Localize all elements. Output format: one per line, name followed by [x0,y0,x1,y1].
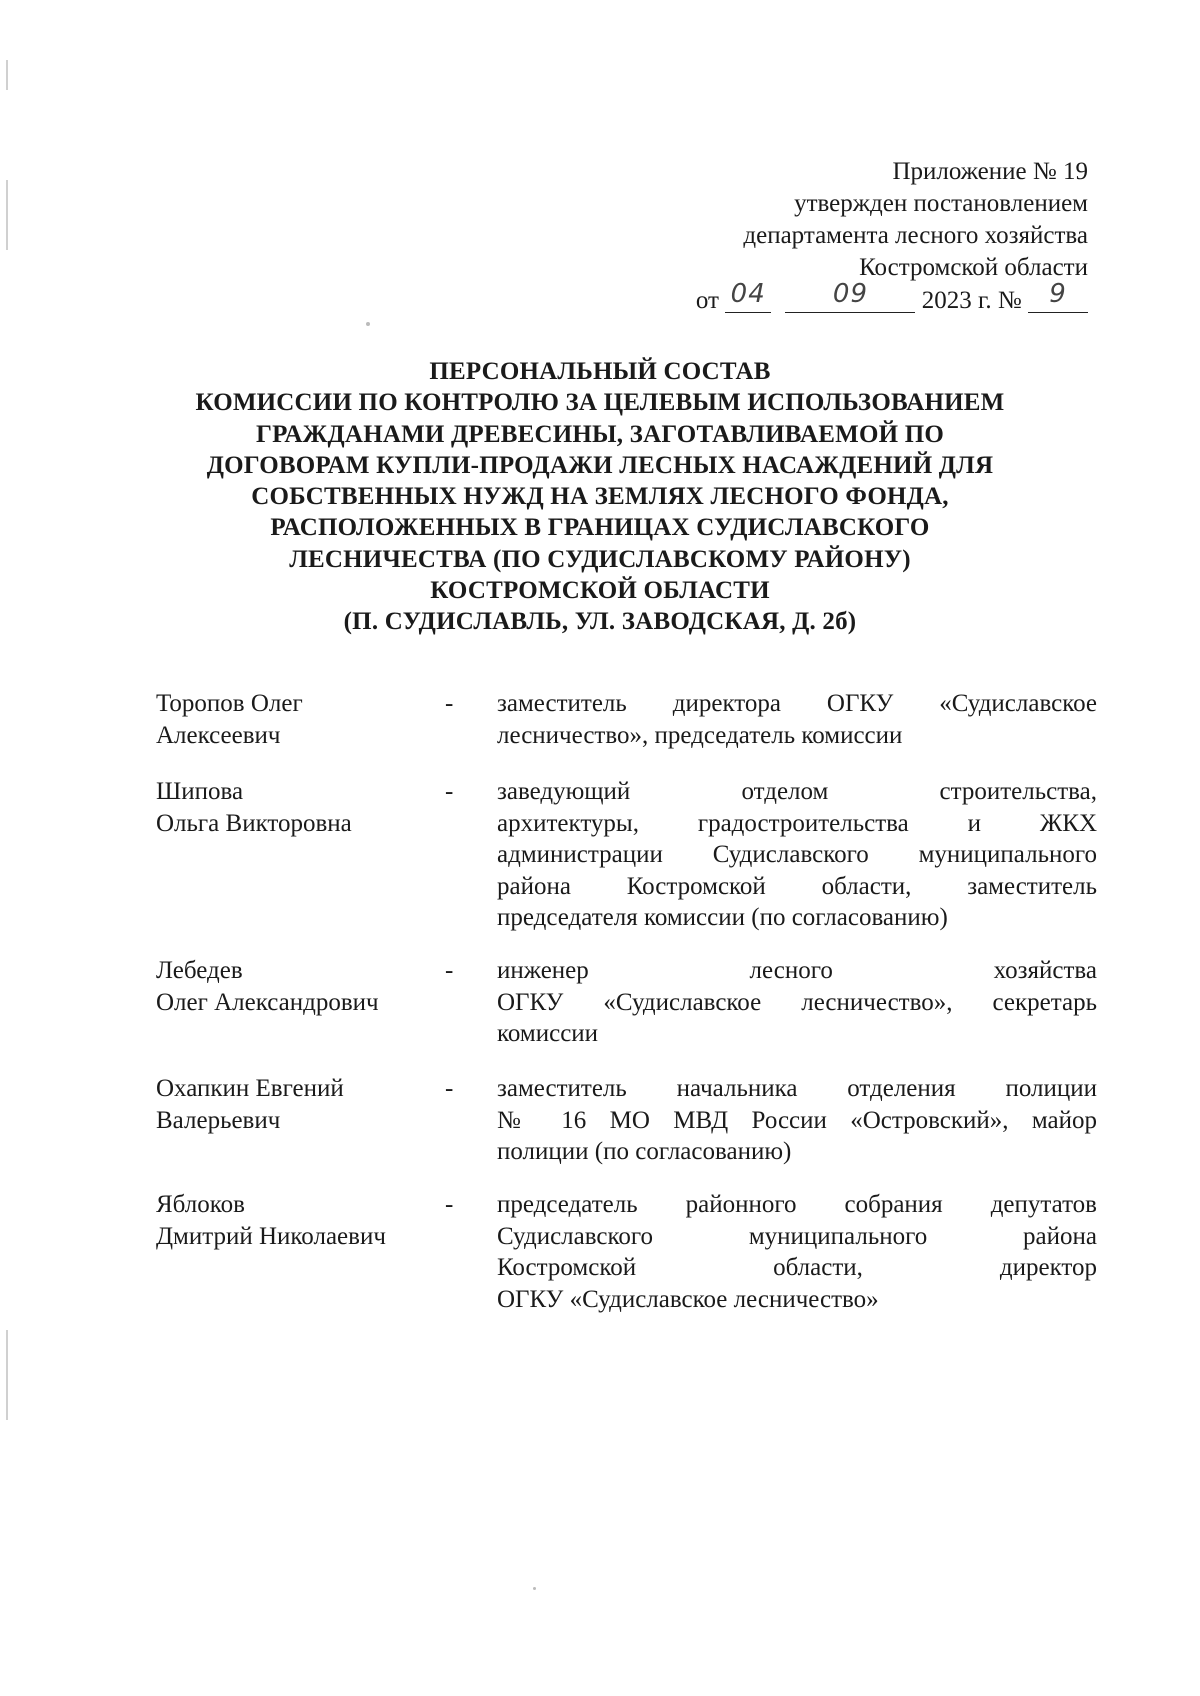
scan-edge-mark [6,60,8,90]
title-line: ДОГОВОРАМ КУПЛИ-ПРОДАЖИ ЛЕСНЫХ НАСАЖДЕНИЙ ДЛЯ [206,451,994,479]
member-name-line: Ольга Викторовна [156,809,352,837]
scan-speck [366,322,370,326]
member-role-line: администрации Судиславского муниципального [497,841,1097,868]
title-line: РАСПОЛОЖЕННЫХ В ГРАНИЦАХ СУДИСЛАВСКОГО [270,514,930,542]
member-role-line: заместитель начальника отделения полиции [497,1075,1097,1102]
member-role [497,776,1097,934]
member-role [497,955,1097,1050]
member-role-line: № 16 МО МВД России «Островский», майор [497,1106,1097,1134]
approval-note: утвержден постановлением [794,190,1088,217]
member-name [156,955,416,1018]
member-role-line: председатель районного собрания депутатов [497,1191,1097,1218]
region-name: Костромской области [859,254,1088,281]
member-dash: - [445,957,454,984]
member-role-line: инженер лесного хозяйства [497,957,1097,984]
member-role-line: полиции (по согласованию) [497,1138,792,1165]
appendix-number: Приложение № 19 [892,158,1088,185]
member-name-line: Яблоков [156,1191,245,1218]
member-dash: - [445,1191,454,1218]
title-line: СОБСТВЕННЫХ НУЖД НА ЗЕМЛЯХ ЛЕСНОГО ФОНДА, [251,483,949,511]
member-role [497,1073,1097,1168]
title-line: (П. СУДИСЛАВЛЬ, УЛ. ЗАВОДСКАЯ, Д. 2б) [343,608,857,636]
approval-date-line [695,279,1088,317]
member-role-line: заведующий отделом строительства, [497,778,1097,805]
member-dash: - [445,778,454,805]
member-name-line: Дмитрий Николаевич [156,1222,386,1250]
member-role-line: района Костромской области, заместитель [497,872,1097,900]
member-role-line: ОГКУ «Судиславское лесничество» [497,1285,879,1313]
day-blank [725,279,771,313]
member-role-line: комиссии [497,1020,599,1047]
number-blank [1028,279,1088,313]
member-name-line: Валерьевич [156,1106,281,1134]
title-line: ГРАЖДАНАМИ ДРЕВЕСИНЫ, ЗАГОТАВЛИВАЕМОЙ ПО [255,420,944,448]
member-role-line: лесничество», председатель комиссии [497,721,903,749]
member-role-line: Костромской области, директор [497,1254,1097,1281]
member-name [156,1189,416,1252]
document-title [150,356,1050,638]
member-role [497,688,1097,751]
title-line: ЛЕСНИЧЕСТВА (ПО СУДИСЛАВСКОМУ РАЙОНУ) [289,545,911,573]
date-prefix: от [695,287,719,314]
month-blank [785,279,915,313]
scan-edge-mark [6,1330,8,1420]
member-role-line: Судиславского муниципального района [497,1222,1097,1250]
member-name-line: Шипова [156,778,244,805]
handwritten-month: 09 [832,279,868,309]
handwritten-number: 9 [1049,279,1067,309]
member-name-line: Лебедев [156,957,243,984]
title-line: КОСТРОМСКОЙ ОБЛАСТИ [430,577,770,605]
handwritten-day: 04 [730,279,766,309]
member-role-line: ОГКУ «Судиславское лесничество», секретарь [497,988,1097,1016]
member-name-line: Охапкин Евгений [156,1075,344,1102]
member-name [156,688,416,751]
member-dash: - [445,690,454,717]
department-name: департамента лесного хозяйства [743,222,1088,249]
member-role-line: председателя комиссии (по согласованию) [497,904,948,931]
member-name-line: Торопов Олег [156,690,303,717]
title-line: ПЕРСОНАЛЬНЫЙ СОСТАВ [429,358,771,385]
member-name [156,776,416,839]
member-role [497,1189,1097,1315]
scan-edge-mark [6,180,8,250]
scan-speck [533,1587,536,1590]
member-name [156,1073,416,1136]
member-role-line: заместитель директора ОГКУ «Судиславское [497,690,1097,717]
member-role-line: архитектуры, градостроительства и ЖКХ [497,809,1097,837]
member-name-line: Алексеевич [156,721,281,749]
appendix-header [696,156,1088,317]
year-text: 2023 г. № [921,287,1022,314]
member-name-line: Олег Александрович [156,988,379,1016]
member-dash: - [445,1075,454,1102]
title-line: КОМИССИИ ПО КОНТРОЛЮ ЗА ЦЕЛЕВЫМ ИСПОЛЬЗОВАНИЕМ [195,389,1005,417]
